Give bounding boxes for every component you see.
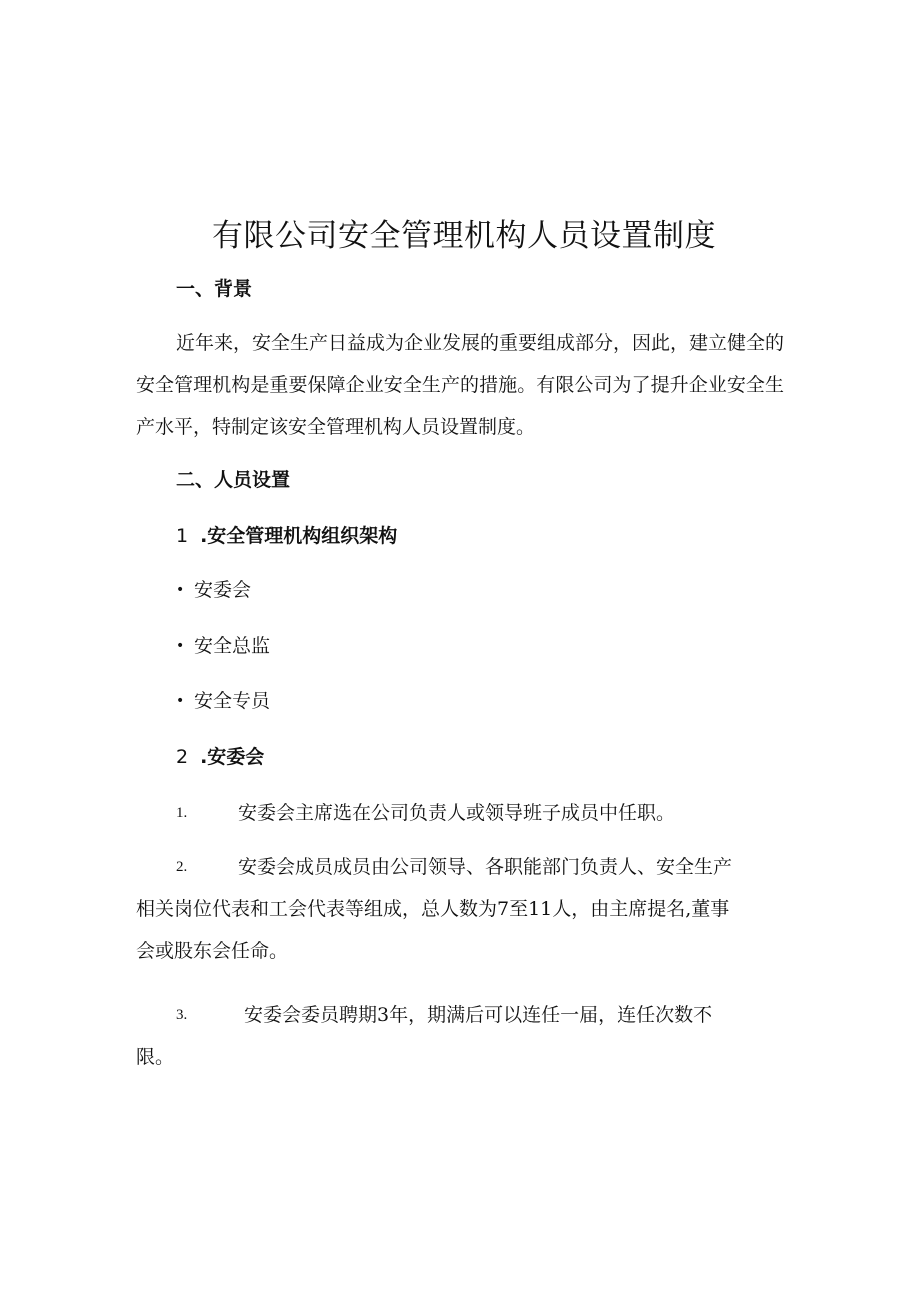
document-title: 有限公司安全管理机构人员设置制度 <box>212 218 716 254</box>
bullet-icon: • <box>176 638 185 654</box>
numbered-item <box>136 792 784 834</box>
item-text: 安委会委员聘期3年，期满后可以连任一届，连任次数不限。 <box>136 1004 713 1068</box>
subsection-number: 2 <box>176 746 189 768</box>
numbered-item <box>136 846 784 972</box>
list-item-text: 安委会 <box>194 579 252 601</box>
list-item-text: 安全总监 <box>194 635 271 657</box>
subsection-label: .安全管理机构组织架构 <box>200 525 398 547</box>
item-number: 2. <box>176 859 188 875</box>
background-paragraph: 近年来，安全生产日益成为企业发展的重要组成部分，因此，建立健全的安全管理机构是重要保障企业安全生产的措施。有限公司为了提升企业安全生产水平，特制定该安全管理机构人员设置制度。 <box>136 332 785 438</box>
list-item <box>176 577 251 603</box>
section-heading-background: 一、背景 <box>176 278 253 300</box>
subsection-label: .安委会 <box>200 746 265 768</box>
list-item <box>176 688 270 714</box>
list-item <box>176 633 270 659</box>
list-item-text: 安全专员 <box>194 690 271 712</box>
bullet-icon: • <box>176 582 185 598</box>
bullet-icon: • <box>176 693 185 709</box>
item-number: 1. <box>176 805 188 821</box>
subsection-heading-committee <box>176 744 264 770</box>
item-number: 3. <box>176 1007 188 1023</box>
subsection-number: 1 <box>176 525 189 547</box>
subsection-heading-org-structure <box>176 523 397 549</box>
item-text: 安委会成员成员由公司领导、各职能部门负责人、安全生产相关岗位代表和工会代表等组成，总人数为7至11人，由主席提名,董事会或股东会任命。 <box>136 856 733 962</box>
numbered-item <box>136 994 784 1078</box>
section-heading-personnel: 二、人员设置 <box>176 469 291 491</box>
item-text: 安委会主席选在公司负责人或领导班子成员中任职。 <box>238 802 676 824</box>
